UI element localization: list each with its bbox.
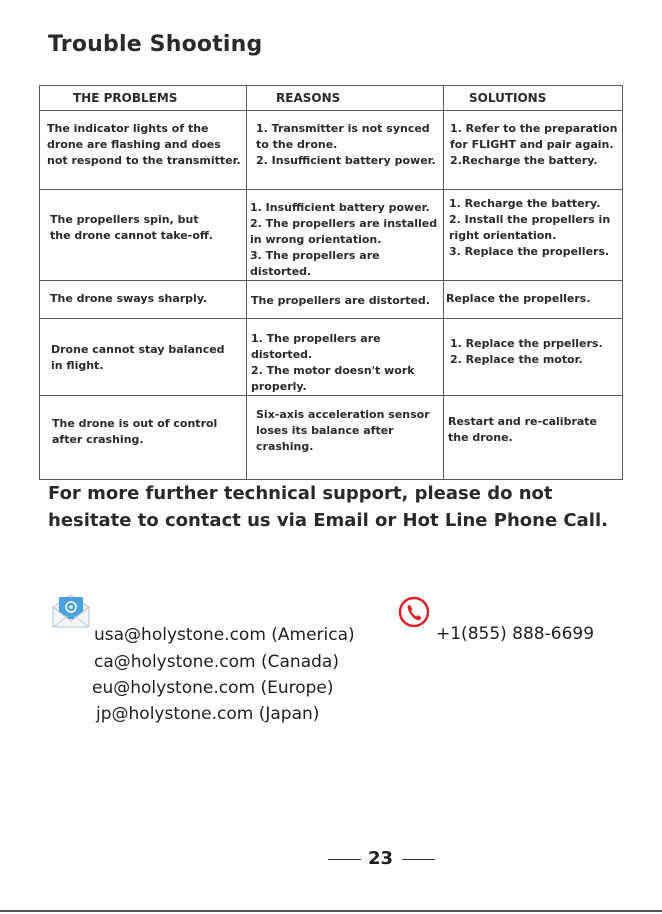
column-header-reasons: REASONS xyxy=(247,86,444,111)
solution-cell: Replace the propellers. xyxy=(446,292,591,305)
page-title: Trouble Shooting xyxy=(48,32,263,57)
email-europe[interactable]: eu@holystone.com (Europe) xyxy=(92,678,334,698)
table-row xyxy=(40,111,623,190)
support-message xyxy=(48,480,648,534)
table-row xyxy=(40,396,623,480)
reason-cell: The propellers are distorted. xyxy=(251,294,430,307)
problem-cell: The propellers spin, but the drone cannot take-off. xyxy=(50,213,213,242)
email-japan[interactable]: jp@holystone.com (Japan) xyxy=(96,704,320,724)
problem-cell: The indicator lights of the drone are flashing and does not respond to the transmitter. xyxy=(47,122,241,167)
trouble-shooting-table xyxy=(39,85,623,480)
reason-cell: Six-axis acceleration sensor loses its balance after crashing. xyxy=(256,408,430,453)
page-number-footer xyxy=(0,848,662,872)
column-header-solutions: SOLUTIONS xyxy=(444,86,623,111)
table-row xyxy=(40,319,623,396)
email-america[interactable]: usa@holystone.com (America) xyxy=(94,625,355,645)
column-header-problems: THE PROBLEMS xyxy=(40,86,247,111)
problem-cell: The drone sways sharply. xyxy=(50,292,208,305)
table-row xyxy=(40,281,623,319)
email-canada[interactable]: ca@holystone.com (Canada) xyxy=(94,652,339,672)
solution-cell: Restart and re-calibrate the drone. xyxy=(448,415,598,444)
solution-cell: 1. Recharge the battery. 2. Install the propellers in right orientation. 3. Replace the propellers. xyxy=(449,197,611,258)
reason-cell: 1. Transmitter is not synced to the drone. 2. Insufficient battery power. xyxy=(256,122,436,167)
phone-icon xyxy=(398,596,430,628)
solution-cell: 1. Refer to the preparation for FLIGHT and pair again. 2.Recharge the battery. xyxy=(450,122,618,167)
divider xyxy=(402,859,435,860)
reason-cell: 1. Insufficient battery power. 2. The propellers are installed in wrong orientation. 3. The propellers are distorted. xyxy=(250,201,438,278)
support-line-2: hesitate to contact us via Email or Hot Line Phone Call. xyxy=(48,510,608,531)
envelope-icon xyxy=(50,591,92,631)
table-header-row xyxy=(40,86,623,111)
support-line-1: For more further technical support, please do not xyxy=(48,483,553,504)
problem-cell: The drone is out of control after crashing. xyxy=(52,417,218,446)
divider xyxy=(328,859,361,860)
reason-cell: 1. The propellers are distorted. 2. The motor doesn't work properly. xyxy=(251,332,415,393)
table-row xyxy=(40,190,623,281)
problem-cell: Drone cannot stay balanced in flight. xyxy=(51,343,225,372)
divider xyxy=(0,910,662,912)
solution-cell: 1. Replace the prpellers. 2. Replace the motor. xyxy=(450,337,603,366)
page-number: 23 xyxy=(368,848,394,869)
hotline-phone-number[interactable]: +1(855) 888-6699 xyxy=(436,624,595,644)
